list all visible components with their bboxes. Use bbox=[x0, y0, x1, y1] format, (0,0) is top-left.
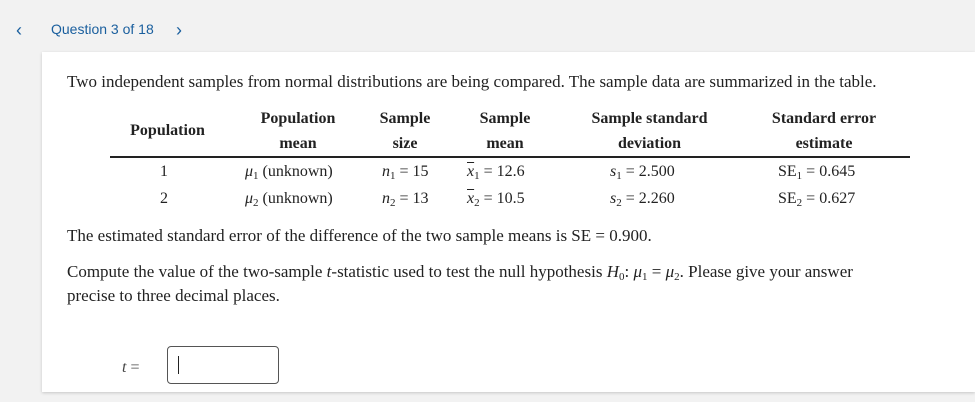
header-text: Sample standard bbox=[591, 110, 708, 127]
row2-sample-sd bbox=[610, 189, 675, 209]
row2-population-mean bbox=[245, 189, 333, 209]
value: = 13 bbox=[399, 190, 429, 207]
mu-symbol: μ bbox=[665, 262, 675, 281]
question-text bbox=[67, 262, 853, 282]
header-text: size bbox=[392, 135, 418, 152]
value: = 15 bbox=[399, 163, 429, 180]
header-text: Population bbox=[260, 110, 336, 127]
header-text: mean bbox=[279, 135, 317, 152]
row2-population: 2 bbox=[160, 190, 168, 207]
value: = 0.627 bbox=[806, 190, 856, 207]
question-navigation bbox=[0, 0, 975, 60]
value: = 10.5 bbox=[483, 190, 525, 207]
subscript: 2 bbox=[674, 271, 680, 283]
standard-error-sentence: The estimated standard error of the difference of the two sample means is SE = 0.900. bbox=[67, 226, 652, 245]
symbol: n bbox=[382, 190, 390, 207]
header-text: Standard error bbox=[771, 110, 877, 127]
subscript: 2 bbox=[616, 197, 622, 209]
subscript: 1 bbox=[474, 170, 480, 182]
mu-symbol: μ bbox=[633, 262, 642, 281]
subscript: 1 bbox=[796, 170, 803, 182]
row1-standard-error bbox=[778, 162, 855, 182]
equals: = bbox=[647, 262, 666, 281]
header-text: estimate bbox=[795, 135, 853, 152]
question-part: . Please give your answer bbox=[679, 262, 853, 281]
subscript: 2 bbox=[796, 197, 803, 209]
question-text-continued: precise to three decimal places. bbox=[67, 286, 280, 305]
unknown-text: (unknown) bbox=[262, 163, 333, 180]
header-population: Population bbox=[130, 122, 205, 139]
row2-standard-error bbox=[778, 189, 855, 209]
question-part: -statistic used to test the null hypothesis bbox=[331, 262, 607, 281]
value: = 12.6 bbox=[483, 163, 525, 180]
equals: = bbox=[126, 359, 140, 376]
row1-sample-size bbox=[382, 162, 429, 182]
answer-label bbox=[122, 359, 139, 377]
answer-input[interactable] bbox=[167, 346, 279, 384]
subscript: 2 bbox=[253, 197, 259, 209]
subscript: 1 bbox=[616, 170, 622, 182]
subscript: 2 bbox=[474, 197, 480, 209]
symbol: SE bbox=[778, 190, 797, 207]
symbol: n bbox=[382, 163, 390, 180]
row1-sample-mean bbox=[467, 162, 525, 182]
header-sample-mean bbox=[460, 106, 550, 156]
header-population-mean bbox=[238, 106, 358, 156]
header-text: deviation bbox=[617, 135, 682, 152]
chevron-right-icon[interactable]: › bbox=[176, 20, 182, 40]
header-text: Sample bbox=[479, 110, 531, 127]
symbol: SE bbox=[778, 163, 797, 180]
row1-sample-sd bbox=[610, 162, 675, 182]
text-caret bbox=[178, 356, 179, 374]
value: = 0.645 bbox=[806, 163, 856, 180]
row2-sample-size bbox=[382, 189, 429, 209]
table-divider bbox=[110, 156, 910, 158]
t-symbol: t bbox=[326, 262, 332, 281]
intro-text: Two independent samples from normal distributions are being compared. The sample data are summarized in the table. bbox=[67, 72, 877, 91]
symbol: s bbox=[610, 190, 617, 207]
value: = 2.260 bbox=[625, 190, 675, 207]
subscript: 0 bbox=[618, 271, 625, 283]
unknown-text: (unknown) bbox=[262, 190, 333, 207]
symbol: μ bbox=[245, 163, 254, 180]
subscript: 1 bbox=[390, 170, 396, 182]
value: = 2.500 bbox=[625, 163, 675, 180]
subscript: 1 bbox=[642, 271, 648, 283]
header-sample-sd bbox=[572, 106, 727, 156]
question-part: Compute the value of the two-sample bbox=[67, 262, 327, 281]
row1-population: 1 bbox=[160, 163, 168, 180]
row2-sample-mean bbox=[467, 189, 525, 209]
chevron-left-icon[interactable]: ‹ bbox=[16, 20, 22, 40]
header-text: Sample bbox=[379, 110, 431, 127]
question-card bbox=[42, 52, 975, 392]
symbol: s bbox=[610, 163, 617, 180]
symbol: $\overline{x}$ bbox=[467, 190, 475, 207]
subscript: 1 bbox=[253, 170, 259, 182]
symbol: $\overline{x}$ bbox=[467, 163, 475, 180]
t-variable: t bbox=[122, 359, 127, 376]
header-sample-size bbox=[365, 106, 445, 156]
header-standard-error bbox=[749, 106, 899, 156]
header-text: mean bbox=[486, 135, 524, 152]
colon: : bbox=[624, 262, 630, 281]
question-counter: Question 3 of 18 bbox=[51, 21, 154, 37]
row1-population-mean bbox=[245, 162, 333, 182]
h-symbol: H bbox=[606, 262, 619, 281]
subscript: 2 bbox=[390, 197, 396, 209]
symbol: μ bbox=[245, 190, 254, 207]
